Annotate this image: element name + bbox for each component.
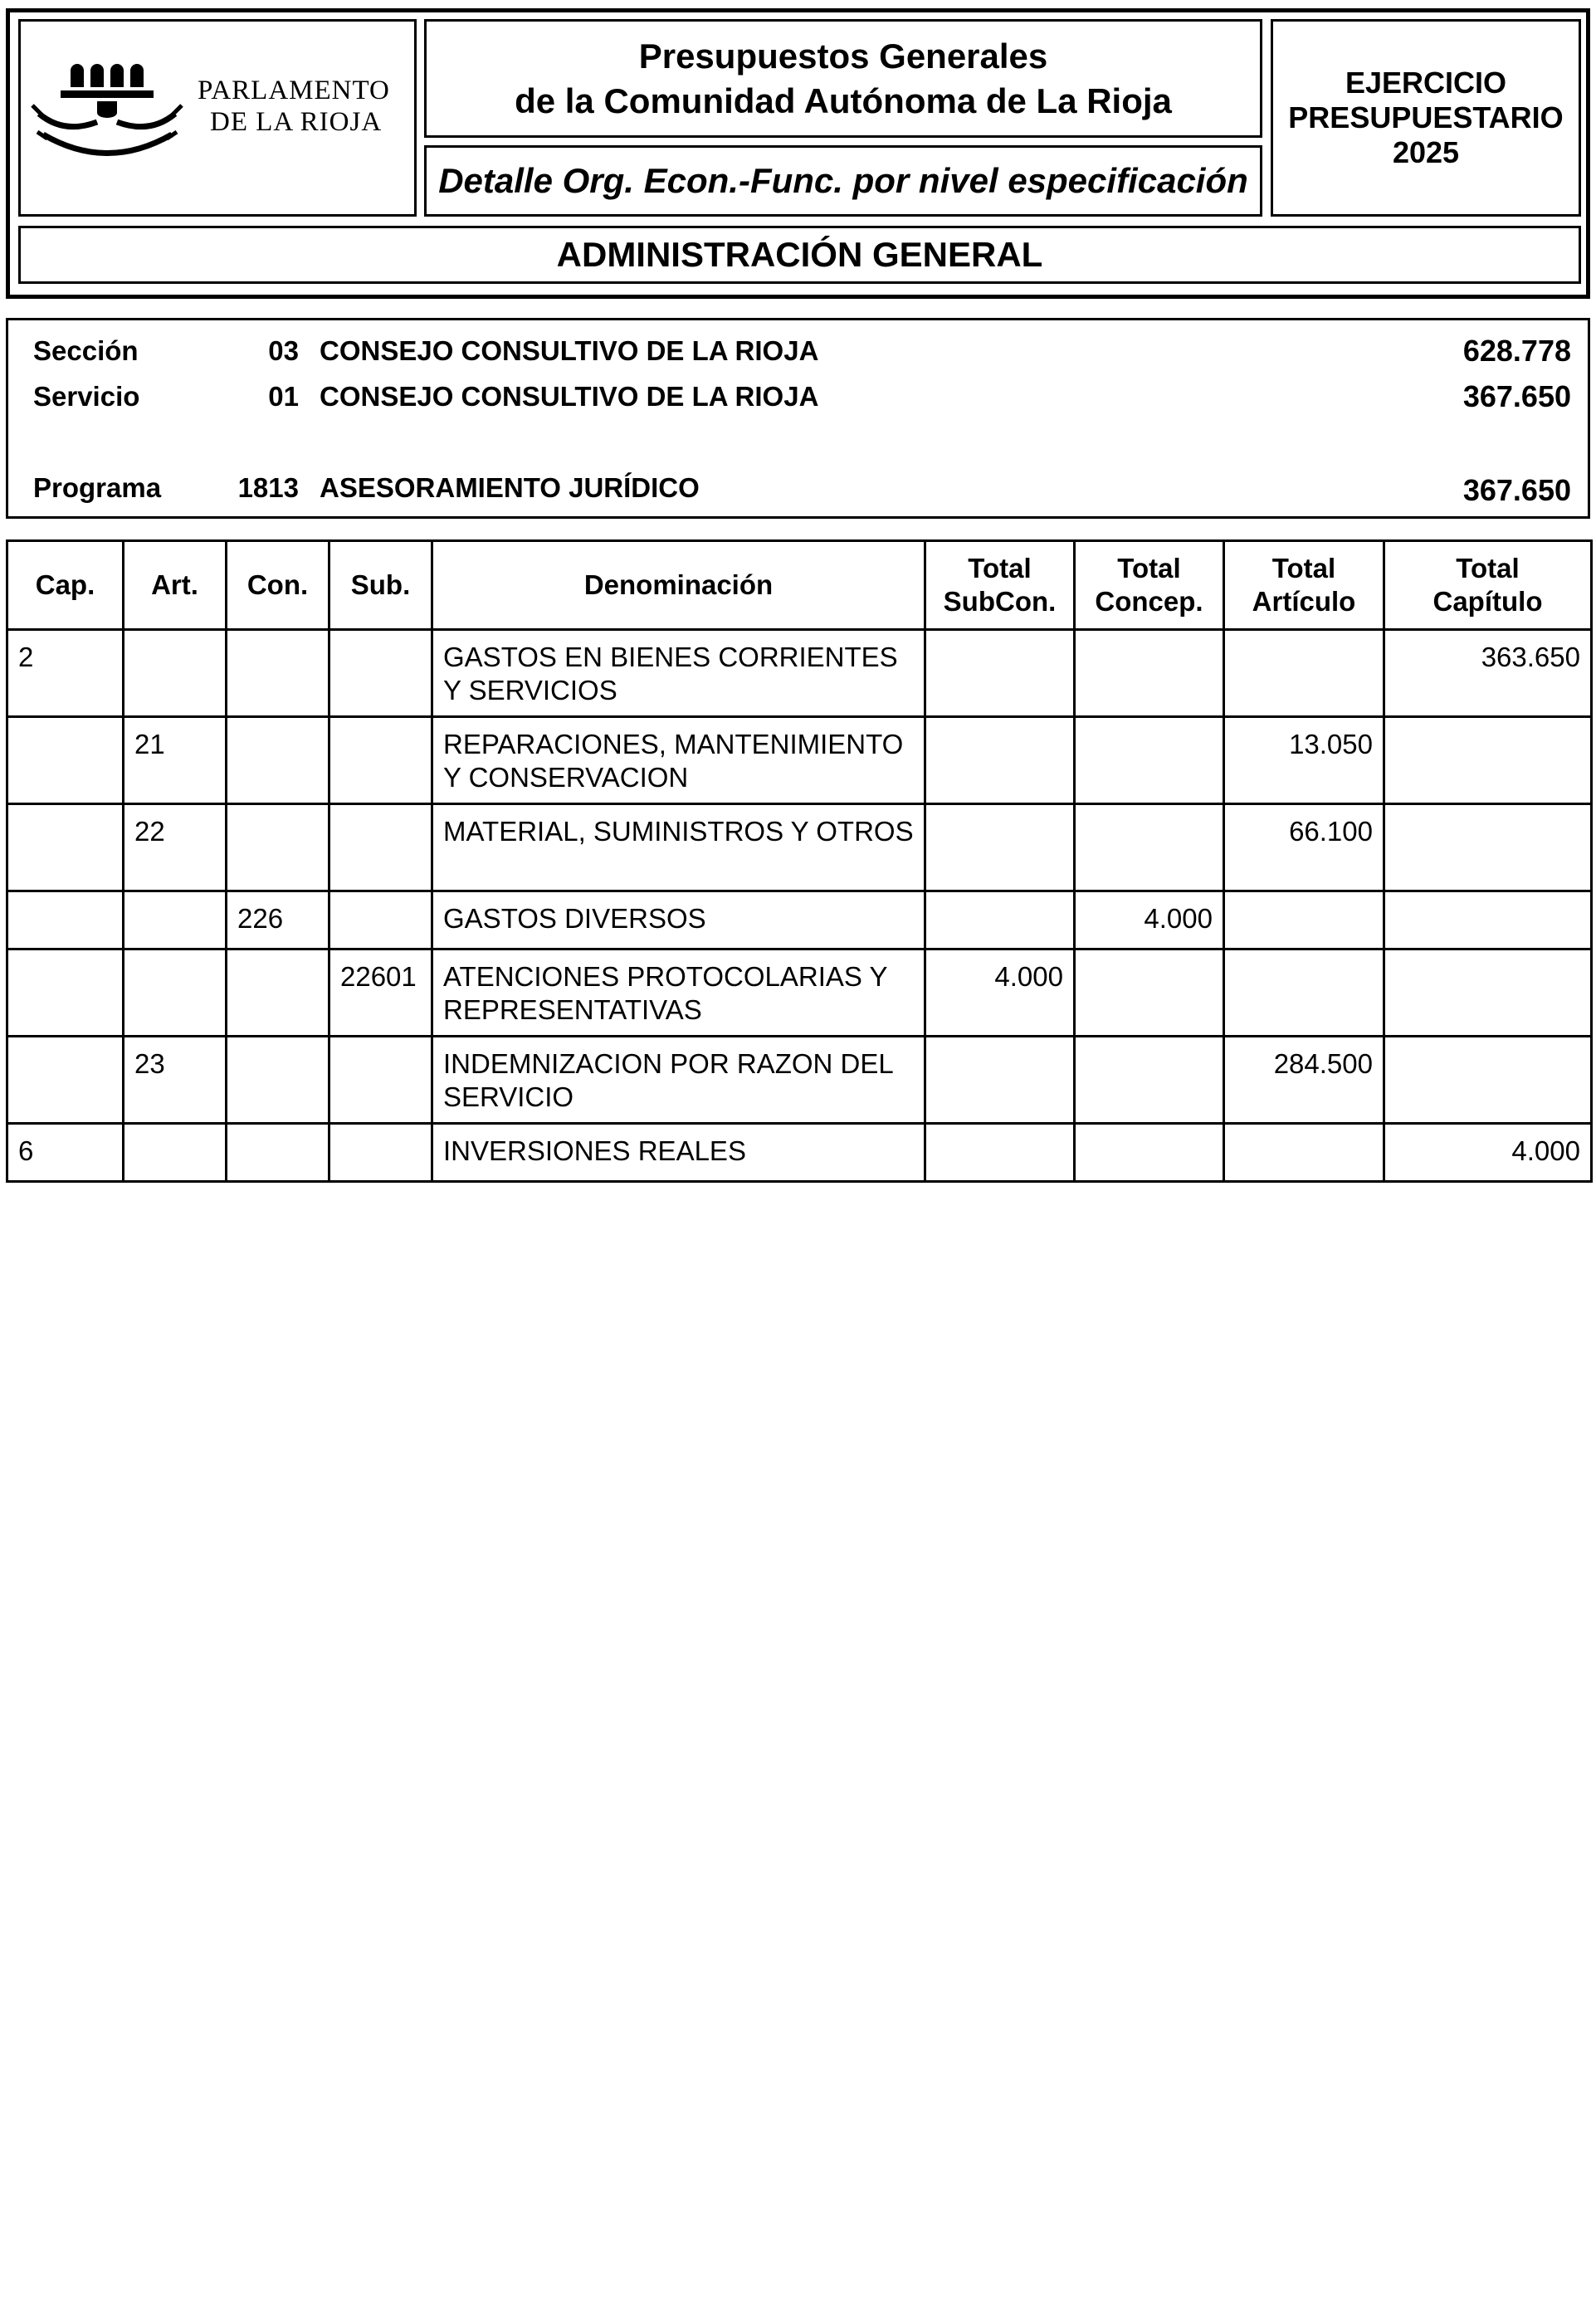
- servicio-amount: 367.650: [1462, 379, 1571, 413]
- seccion-label: Sección: [33, 335, 139, 366]
- cell-cap: [7, 804, 124, 891]
- header-total-articulo: [1224, 541, 1384, 630]
- cell-sub: [329, 804, 432, 891]
- cell-denominacion: GASTOS DIVERSOS: [432, 891, 925, 949]
- admin-box: [18, 226, 1581, 284]
- cell-total-articulo: [1224, 949, 1384, 1037]
- header-denominacion: Denominación: [432, 541, 925, 630]
- cell-denominacion: GASTOS EN BIENES CORRIENTES Y SERVICIOS: [432, 630, 925, 717]
- cell-total-capitulo: [1384, 1037, 1592, 1124]
- title-line1: Presupuestos Generales: [638, 36, 1048, 76]
- header-total-subcon-2: SubCon.: [943, 586, 1057, 617]
- cell-total-concep: [1075, 1124, 1224, 1182]
- header-total-articulo-1: Total: [1271, 553, 1336, 583]
- header-total-concep-1: Total: [1117, 553, 1181, 583]
- header-total-capitulo-1: Total: [1456, 553, 1520, 583]
- logo-box: [18, 19, 417, 217]
- cell-denominacion: ATENCIONES PROTOCOLARIAS Y REPRESENTATIVAS: [432, 949, 925, 1037]
- cell-art: 21: [124, 717, 227, 804]
- cell-con: [227, 804, 329, 891]
- ejercicio-line2: PRESUPUESTARIO: [1288, 100, 1564, 134]
- header-total-capitulo-2: Capítulo: [1432, 586, 1543, 617]
- header-con: Con.: [227, 541, 329, 630]
- cell-cap: [7, 891, 124, 949]
- cell-total-articulo: 13.050: [1224, 717, 1384, 804]
- cell-total-capitulo: [1384, 804, 1592, 891]
- cell-sub: 22601: [329, 949, 432, 1037]
- cell-denominacion: REPARACIONES, MANTENIMIENTO Y CONSERVACION: [432, 717, 925, 804]
- cell-cap: 2: [7, 630, 124, 717]
- parliament-logo-icon: [31, 56, 193, 168]
- table-header-row: [7, 541, 1592, 630]
- ejercicio-year: 2025: [1392, 135, 1460, 169]
- cell-total-subcon: [925, 1037, 1075, 1124]
- header-total-subcon: [925, 541, 1075, 630]
- cell-con: [227, 1124, 329, 1182]
- cell-total-subcon: [925, 804, 1075, 891]
- cell-total-subcon: [925, 630, 1075, 717]
- ejercicio-line1: EJERCICIO: [1345, 66, 1507, 100]
- cell-total-capitulo: 363.650: [1384, 630, 1592, 717]
- section-info-box: [6, 318, 1590, 519]
- cell-total-subcon: [925, 717, 1075, 804]
- cell-art: [124, 891, 227, 949]
- cell-total-subcon: [925, 891, 1075, 949]
- cell-sub: [329, 1037, 432, 1124]
- cell-total-subcon: [925, 1124, 1075, 1182]
- servicio-code: 01: [268, 381, 299, 412]
- cell-art: 22: [124, 804, 227, 891]
- table-row: [7, 949, 1592, 1037]
- cell-sub: [329, 630, 432, 717]
- cell-total-capitulo: [1384, 949, 1592, 1037]
- cell-total-concep: [1075, 630, 1224, 717]
- cell-total-concep: [1075, 717, 1224, 804]
- cell-total-articulo: 284.500: [1224, 1037, 1384, 1124]
- header-total-subcon-1: Total: [968, 553, 1032, 583]
- cell-denominacion: INDEMNIZACION POR RAZON DEL SERVICIO: [432, 1037, 925, 1124]
- cell-total-articulo: [1224, 1124, 1384, 1182]
- programa-amount: 367.650: [1462, 473, 1571, 507]
- cell-sub: [329, 1124, 432, 1182]
- logo-line1: PARLAMENTO: [198, 76, 390, 105]
- table-row: [7, 1037, 1592, 1124]
- table-row: [7, 717, 1592, 804]
- programa-name: ASESORAMIENTO JURÍDICO: [320, 472, 700, 503]
- cell-con: [227, 630, 329, 717]
- cell-cap: 6: [7, 1124, 124, 1182]
- cell-sub: [329, 717, 432, 804]
- cell-art: [124, 630, 227, 717]
- cell-denominacion: MATERIAL, SUMINISTROS Y OTROS: [432, 804, 925, 891]
- cell-total-articulo: [1224, 891, 1384, 949]
- budget-table: [6, 539, 1593, 1183]
- servicio-label: Servicio: [33, 381, 140, 412]
- logo-line2: DE LA RIOJA: [210, 107, 383, 137]
- cell-total-concep: [1075, 1037, 1224, 1124]
- cell-total-capitulo: [1384, 891, 1592, 949]
- cell-total-articulo: [1224, 630, 1384, 717]
- title-line2: de la Comunidad Autónoma de La Rioja: [515, 81, 1172, 120]
- cell-con: 226: [227, 891, 329, 949]
- cell-total-subcon: 4.000: [925, 949, 1075, 1037]
- seccion-name: CONSEJO CONSULTIVO DE LA RIOJA: [320, 335, 819, 366]
- cell-total-concep: [1075, 804, 1224, 891]
- header-total-articulo-2: Artículo: [1252, 586, 1356, 617]
- subtitle-box: [424, 145, 1262, 217]
- cell-con: [227, 717, 329, 804]
- cell-sub: [329, 891, 432, 949]
- servicio-name: CONSEJO CONSULTIVO DE LA RIOJA: [320, 381, 819, 412]
- cell-art: [124, 1124, 227, 1182]
- report-subtitle: Detalle Org. Econ.-Func. por nivel especificación: [438, 161, 1248, 200]
- cell-con: [227, 1037, 329, 1124]
- cell-total-capitulo: [1384, 717, 1592, 804]
- seccion-code: 03: [268, 335, 299, 366]
- header-total-capitulo: [1384, 541, 1592, 630]
- table-row: [7, 1124, 1592, 1182]
- table-row: [7, 891, 1592, 949]
- header-art: Art.: [124, 541, 227, 630]
- header-sub: Sub.: [329, 541, 432, 630]
- table-row: [7, 630, 1592, 717]
- programa-code: 1813: [237, 472, 299, 503]
- ejercicio-box: [1271, 19, 1581, 217]
- title-box: [424, 19, 1262, 138]
- table-row: [7, 804, 1592, 891]
- cell-total-concep: 4.000: [1075, 891, 1224, 949]
- cell-total-capitulo: 4.000: [1384, 1124, 1592, 1182]
- cell-cap: [7, 1037, 124, 1124]
- header-total-concep-2: Concep.: [1095, 586, 1203, 617]
- programa-label: Programa: [33, 472, 162, 503]
- cell-art: 23: [124, 1037, 227, 1124]
- cell-con: [227, 949, 329, 1037]
- header-cap: Cap.: [7, 541, 124, 630]
- cell-art: [124, 949, 227, 1037]
- cell-cap: [7, 949, 124, 1037]
- cell-total-concep: [1075, 949, 1224, 1037]
- header-total-concep: [1075, 541, 1224, 630]
- admin-title: ADMINISTRACIÓN GENERAL: [556, 235, 1043, 274]
- cell-total-articulo: 66.100: [1224, 804, 1384, 891]
- cell-denominacion: INVERSIONES REALES: [432, 1124, 925, 1182]
- seccion-amount: 628.778: [1462, 334, 1571, 368]
- cell-cap: [7, 717, 124, 804]
